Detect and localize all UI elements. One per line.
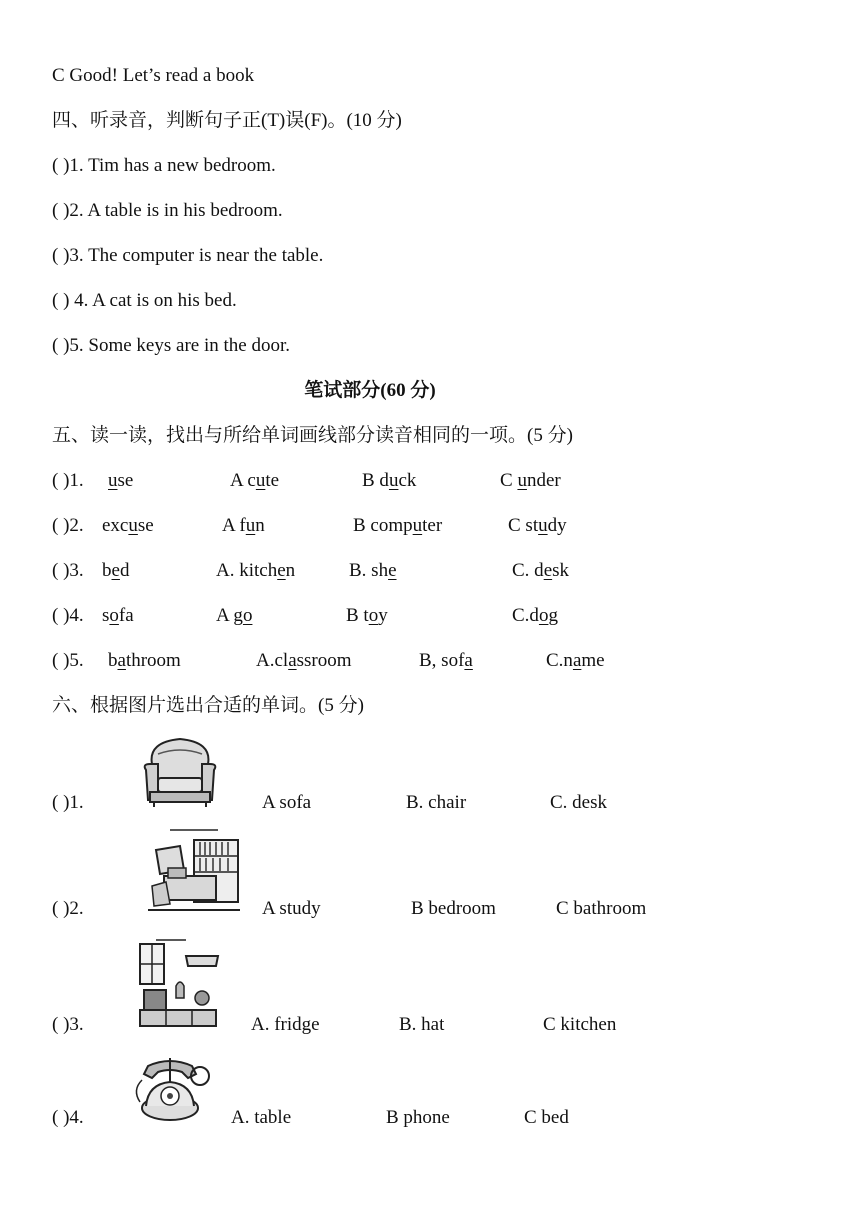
written-part-title: 笔试部分(60 分)	[304, 380, 436, 401]
answer-blank[interactable]: ( )5.	[52, 335, 84, 356]
picture-item-4-option-a[interactable]: A. table	[231, 1107, 292, 1128]
armchair-icon	[140, 734, 220, 810]
picture-item-2-option-a[interactable]: A study	[262, 898, 321, 919]
underlined-letter: u	[128, 515, 138, 536]
picture-item-4-option-c[interactable]: C bed	[524, 1107, 569, 1128]
phonics-item-3-option-b[interactable]: B. she	[349, 560, 397, 581]
underlined-letter: a	[117, 650, 126, 671]
phonics-item-2-option-a[interactable]: A fun	[222, 515, 265, 536]
picture-item-3-number[interactable]: ( )3.	[52, 1014, 84, 1035]
underlined-letter: e	[543, 560, 553, 581]
underlined-letter: u	[388, 470, 399, 491]
underlined-letter: u	[517, 470, 527, 491]
picture-item-1-option-a[interactable]: A sofa	[262, 792, 312, 813]
study-room-icon	[146, 826, 244, 914]
sentence: A cat is on his bed.	[92, 290, 237, 311]
picture-item-4-number[interactable]: ( )4.	[52, 1107, 84, 1128]
picture-item-4-option-b[interactable]: B phone	[386, 1107, 450, 1128]
sentence: The computer is near the table.	[88, 245, 324, 266]
phonics-item-1-option-b[interactable]: B duck	[362, 470, 417, 491]
picture-item-1-option-c[interactable]: C. desk	[550, 792, 607, 813]
underlined-letter: o	[109, 605, 119, 626]
picture-item-3-option-c[interactable]: C kitchen	[543, 1014, 617, 1035]
answer-blank[interactable]: ( )2.	[52, 200, 84, 221]
listening-item-4	[52, 289, 237, 313]
phonics-item-4-word: sofa	[102, 605, 134, 626]
phonics-item-5-word: bathroom	[108, 650, 181, 671]
phonics-item-5-option-b[interactable]: B, sofa	[419, 650, 473, 671]
listening-item-3	[52, 244, 323, 268]
section-5-heading: 五、读一读，找出与所给单词画线部分读音相同的一项。(5 分)	[52, 425, 573, 446]
listening-item-1	[52, 154, 276, 178]
section-6-heading: 六、根据图片选出合适的单词。(5 分)	[52, 695, 364, 716]
answer-blank[interactable]: ( )3.	[52, 245, 84, 266]
telephone-icon	[130, 1050, 214, 1126]
phonics-item-2-option-c[interactable]: C study	[508, 515, 567, 536]
underlined-letter: u	[255, 470, 266, 491]
phonics-item-3-option-a[interactable]: A. kitchen	[216, 560, 296, 581]
phonics-item-1-word: use	[108, 470, 134, 491]
picture-item-2-number[interactable]: ( )2.	[52, 898, 84, 919]
phonics-item-1-number[interactable]: ( )1.	[52, 470, 84, 491]
underlined-letter: u	[538, 515, 548, 536]
underlined-letter: a	[572, 650, 582, 671]
phonics-item-3-number[interactable]: ( )3.	[52, 560, 84, 581]
phonics-item-4-option-b[interactable]: B toy	[346, 605, 388, 626]
prev-option-line: C Good! Let’s read a book	[52, 65, 255, 86]
phonics-item-3-word: bed	[102, 560, 130, 581]
picture-item-2-option-c[interactable]: C bathroom	[556, 898, 647, 919]
underlined-letter: o	[368, 605, 379, 626]
underlined-letter: u	[412, 515, 423, 536]
phonics-item-1-option-a[interactable]: A cute	[230, 470, 280, 491]
phonics-item-4-option-a[interactable]: A go	[216, 605, 253, 626]
answer-blank[interactable]: ( ) 4.	[52, 290, 89, 311]
listening-item-2	[52, 199, 283, 223]
phonics-item-4-option-c[interactable]: C.dog	[512, 605, 558, 626]
underlined-letter: a	[464, 650, 473, 671]
sentence: Tim has a new bedroom.	[88, 155, 276, 176]
phonics-item-5-option-a[interactable]: A.classroom	[256, 650, 352, 671]
phonics-item-5-option-c[interactable]: C.name	[546, 650, 605, 671]
underlined-letter: o	[538, 605, 549, 626]
underlined-letter: u	[245, 515, 256, 536]
picture-item-2-option-b[interactable]: B bedroom	[411, 898, 496, 919]
phonics-item-1-option-c[interactable]: C under	[500, 470, 561, 491]
kitchen-icon	[136, 938, 220, 1030]
underlined-letter: e	[111, 560, 120, 581]
underlined-letter: e	[388, 560, 397, 581]
phonics-item-5-number[interactable]: ( )5.	[52, 650, 84, 671]
sentence: Some keys are in the door.	[88, 335, 290, 356]
picture-item-1-option-b[interactable]: B. chair	[406, 792, 467, 813]
picture-item-3-option-b[interactable]: B. hat	[399, 1014, 445, 1035]
underlined-letter: a	[288, 650, 297, 671]
picture-item-3-option-a[interactable]: A. fridge	[251, 1014, 320, 1035]
phonics-item-2-number[interactable]: ( )2.	[52, 515, 84, 536]
picture-item-1-number[interactable]: ( )1.	[52, 792, 84, 813]
underlined-letter: e	[277, 560, 286, 581]
phonics-item-2-option-b[interactable]: B computer	[353, 515, 443, 536]
sentence: A table is in his bedroom.	[87, 200, 283, 221]
phonics-item-2-word: excuse	[102, 515, 154, 536]
answer-blank[interactable]: ( )1.	[52, 155, 84, 176]
underlined-letter: o	[242, 605, 253, 626]
listening-item-5	[52, 334, 290, 358]
underlined-letter: u	[108, 470, 118, 491]
phonics-item-3-option-c[interactable]: C. desk	[512, 560, 570, 581]
phonics-item-4-number[interactable]: ( )4.	[52, 605, 84, 626]
section-4-heading: 四、听录音，判断句子正(T)误(F)。(10 分)	[52, 110, 402, 131]
